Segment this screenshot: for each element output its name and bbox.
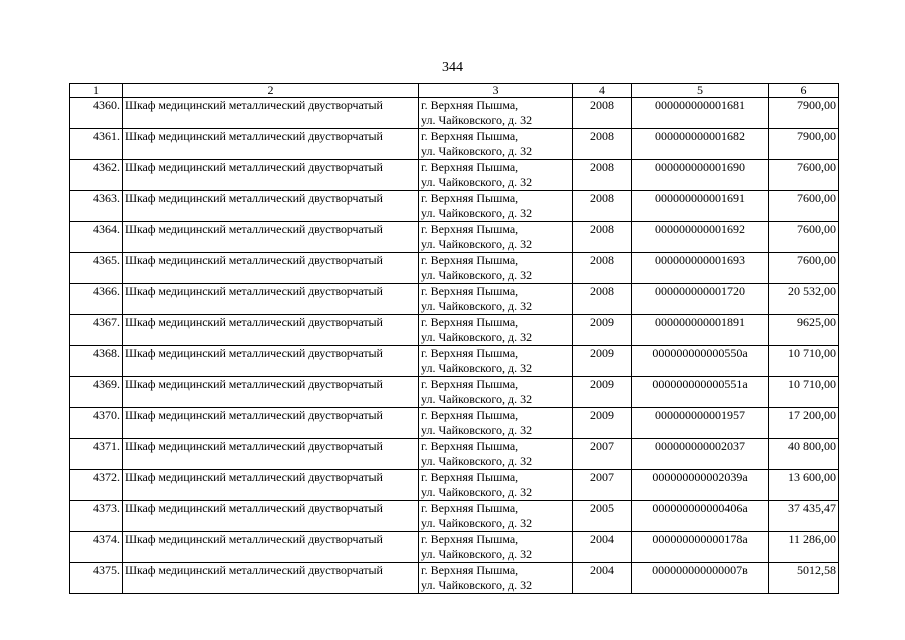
table-row [70,129,839,160]
table-header [70,84,839,98]
table-row [70,222,839,253]
address-cell [419,532,573,563]
column-header-3: 3 [419,84,573,98]
item-name-cell: Шкаф медицинский металлический двустворчатый [123,253,419,284]
inventory-number-cell: 000000000001720 [632,284,769,315]
table-row [70,346,839,377]
cost-cell: 10 710,00 [769,377,839,408]
cost-cell: 37 435,47 [769,501,839,532]
cost-cell: 5012,58 [769,563,839,594]
item-name-cell: Шкаф медицинский металлический двустворчатый [123,470,419,501]
column-header-2: 2 [123,84,419,98]
address-city: г. Верхняя Пышма, [421,191,519,205]
address-street: ул. Чайковского, д. 32 [421,423,533,437]
cost-cell: 11 286,00 [769,532,839,563]
table-row [70,284,839,315]
row-number-cell: 4363. [70,191,123,222]
row-number-cell: 4362. [70,160,123,191]
year-cell: 2005 [573,501,632,532]
table-row [70,532,839,563]
row-number-cell: 4364. [70,222,123,253]
column-header-1: 1 [70,84,123,98]
address-cell [419,315,573,346]
table-row [70,253,839,284]
cost-cell: 17 200,00 [769,408,839,439]
cost-cell: 9625,00 [769,315,839,346]
cost-cell: 7600,00 [769,160,839,191]
cost-cell: 7600,00 [769,253,839,284]
address-city: г. Верхняя Пышма, [421,160,519,174]
inventory-number-cell: 000000000000007в [632,563,769,594]
cost-cell: 7600,00 [769,191,839,222]
address-city: г. Верхняя Пышма, [421,563,519,577]
item-name-cell: Шкаф медицинский металлический двустворчатый [123,191,419,222]
address-city: г. Верхняя Пышма, [421,532,519,546]
address-cell [419,98,573,129]
cost-cell: 7900,00 [769,98,839,129]
address-city: г. Верхняя Пышма, [421,129,519,143]
year-cell: 2004 [573,532,632,563]
item-name-cell: Шкаф медицинский металлический двустворчатый [123,129,419,160]
address-street: ул. Чайковского, д. 32 [421,361,533,375]
address-cell [419,129,573,160]
row-number-cell: 4360. [70,98,123,129]
year-cell: 2009 [573,315,632,346]
address-city: г. Верхняя Пышма, [421,439,519,453]
address-cell [419,222,573,253]
column-number-row [70,84,839,98]
address-city: г. Верхняя Пышма, [421,377,519,391]
row-number-cell: 4365. [70,253,123,284]
inventory-number-cell: 000000000000550а [632,346,769,377]
inventory-number-cell: 000000000001690 [632,160,769,191]
address-street: ул. Чайковского, д. 32 [421,113,533,127]
item-name-cell: Шкаф медицинский металлический двустворчатый [123,346,419,377]
inventory-number-cell: 000000000001693 [632,253,769,284]
item-name-cell: Шкаф медицинский металлический двустворчатый [123,563,419,594]
item-name-cell: Шкаф медицинский металлический двустворчатый [123,408,419,439]
address-cell [419,346,573,377]
table-row [70,160,839,191]
item-name-cell: Шкаф медицинский металлический двустворчатый [123,284,419,315]
address-street: ул. Чайковского, д. 32 [421,268,533,282]
inventory-number-cell: 000000000002039а [632,470,769,501]
address-street: ул. Чайковского, д. 32 [421,144,533,158]
address-cell [419,408,573,439]
year-cell: 2008 [573,160,632,191]
inventory-number-cell: 000000000001682 [632,129,769,160]
year-cell: 2009 [573,346,632,377]
column-header-5: 5 [632,84,769,98]
address-city: г. Верхняя Пышма, [421,315,519,329]
inventory-number-cell: 000000000002037 [632,439,769,470]
cost-cell: 7900,00 [769,129,839,160]
cost-cell: 7600,00 [769,222,839,253]
row-number-cell: 4372. [70,470,123,501]
column-header-6: 6 [769,84,839,98]
address-cell [419,470,573,501]
year-cell: 2008 [573,191,632,222]
row-number-cell: 4373. [70,501,123,532]
row-number-cell: 4366. [70,284,123,315]
address-city: г. Верхняя Пышма, [421,470,519,484]
address-city: г. Верхняя Пышма, [421,501,519,515]
inventory-number-cell: 000000000000551а [632,377,769,408]
address-cell [419,563,573,594]
table-row [70,501,839,532]
item-name-cell: Шкаф медицинский металлический двустворчатый [123,222,419,253]
year-cell: 2008 [573,98,632,129]
row-number-cell: 4361. [70,129,123,160]
address-cell [419,160,573,191]
inventory-number-cell: 000000000001891 [632,315,769,346]
item-name-cell: Шкаф медицинский металлический двустворчатый [123,315,419,346]
address-cell [419,191,573,222]
address-street: ул. Чайковского, д. 32 [421,237,533,251]
year-cell: 2009 [573,408,632,439]
row-number-cell: 4375. [70,563,123,594]
year-cell: 2008 [573,222,632,253]
address-street: ул. Чайковского, д. 32 [421,485,533,499]
cost-cell: 40 800,00 [769,439,839,470]
table-row [70,377,839,408]
address-city: г. Верхняя Пышма, [421,346,519,360]
year-cell: 2004 [573,563,632,594]
table-row [70,98,839,129]
inventory-number-cell: 000000000000178а [632,532,769,563]
address-street: ул. Чайковского, д. 32 [421,299,533,313]
item-name-cell: Шкаф медицинский металлический двустворчатый [123,377,419,408]
year-cell: 2007 [573,439,632,470]
item-name-cell: Шкаф медицинский металлический двустворчатый [123,160,419,191]
address-street: ул. Чайковского, д. 32 [421,516,533,530]
address-cell [419,501,573,532]
row-number-cell: 4371. [70,439,123,470]
inventory-number-cell: 000000000001692 [632,222,769,253]
inventory-number-cell: 000000000001681 [632,98,769,129]
row-number-cell: 4367. [70,315,123,346]
table-row [70,470,839,501]
table-row [70,191,839,222]
address-cell [419,284,573,315]
page-number: 344 [442,60,463,75]
cost-cell: 20 532,00 [769,284,839,315]
table-row [70,439,839,470]
row-number-cell: 4369. [70,377,123,408]
address-street: ул. Чайковского, д. 32 [421,578,533,592]
table-row [70,563,839,594]
address-city: г. Верхняя Пышма, [421,98,519,112]
cost-cell: 13 600,00 [769,470,839,501]
address-cell [419,377,573,408]
address-city: г. Верхняя Пышма, [421,408,519,422]
year-cell: 2007 [573,470,632,501]
address-city: г. Верхняя Пышма, [421,284,519,298]
row-number-cell: 4370. [70,408,123,439]
address-street: ул. Чайковского, д. 32 [421,175,533,189]
address-street: ул. Чайковского, д. 32 [421,547,533,561]
inventory-number-cell: 000000000000406а [632,501,769,532]
inventory-number-cell: 000000000001691 [632,191,769,222]
address-street: ул. Чайковского, д. 32 [421,206,533,220]
year-cell: 2008 [573,129,632,160]
row-number-cell: 4374. [70,532,123,563]
table-row [70,408,839,439]
address-street: ул. Чайковского, д. 32 [421,392,533,406]
item-name-cell: Шкаф медицинский металлический двустворчатый [123,98,419,129]
property-registry-table [69,83,839,594]
item-name-cell: Шкаф медицинский металлический двустворчатый [123,501,419,532]
year-cell: 2008 [573,253,632,284]
inventory-number-cell: 000000000001957 [632,408,769,439]
address-cell [419,253,573,284]
address-cell [419,439,573,470]
address-city: г. Верхняя Пышма, [421,253,519,267]
row-number-cell: 4368. [70,346,123,377]
address-street: ул. Чайковского, д. 32 [421,454,533,468]
table-row [70,315,839,346]
item-name-cell: Шкаф медицинский металлический двустворчатый [123,532,419,563]
item-name-cell: Шкаф медицинский металлический двустворчатый [123,439,419,470]
year-cell: 2008 [573,284,632,315]
column-header-4: 4 [573,84,632,98]
year-cell: 2009 [573,377,632,408]
address-street: ул. Чайковского, д. 32 [421,330,533,344]
address-city: г. Верхняя Пышма, [421,222,519,236]
cost-cell: 10 710,00 [769,346,839,377]
table-body [70,98,839,594]
